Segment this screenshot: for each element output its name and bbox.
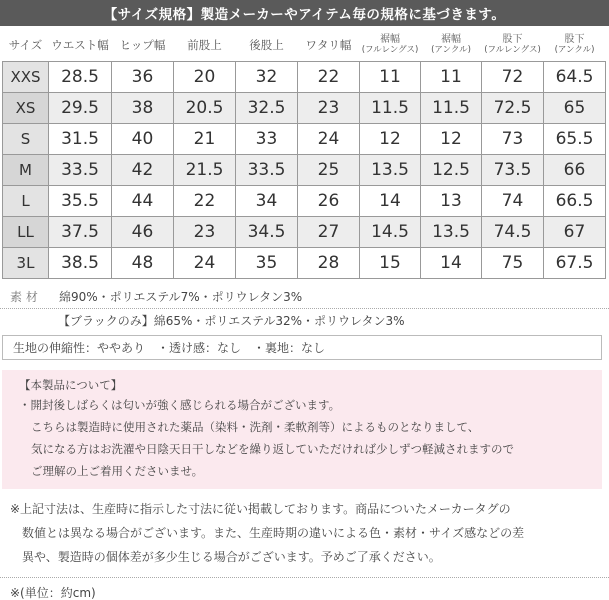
measurement-cell: 11.5 (360, 92, 421, 123)
product-notice (2, 370, 602, 489)
measurement-cell: 28.5 (49, 61, 112, 92)
measurement-cell: 48 (112, 247, 174, 278)
disclaimer-line: ※上記寸法は、生産時に指示した寸法に従い掲載しております。商品についたメーカータグの (10, 502, 511, 516)
measurement-cell: 44 (112, 185, 174, 216)
measurement-cell: 14 (421, 247, 482, 278)
measurement-cell: 22 (298, 61, 360, 92)
measurement-cell: 31.5 (49, 123, 112, 154)
measurement-cell: 67 (544, 216, 606, 247)
material-black-row (0, 309, 609, 331)
material-label: 素 材 (10, 289, 38, 304)
col-header-size: サイズ (8, 37, 43, 52)
fabric-properties-text: 生地の伸縮性：ややあり ・透け感：なし ・裏地：なし (13, 341, 326, 355)
measurement-cell: 12.5 (421, 154, 482, 185)
measurement-cell: 20.5 (174, 92, 236, 123)
measurement-cell: 65 (544, 92, 606, 123)
measurement-cell: 22 (174, 185, 236, 216)
measurement-cell: 11.5 (421, 92, 482, 123)
col-header-hem-ankle: 裾幅 (アンクル) (431, 33, 471, 55)
measurement-cell: 74.5 (482, 216, 544, 247)
measurement-cell: 42 (112, 154, 174, 185)
measurement-cell: 72 (482, 61, 544, 92)
measurement-cell: 28 (298, 247, 360, 278)
measurement-cell: 27 (298, 216, 360, 247)
measurement-cell: 32 (236, 61, 298, 92)
measurement-cell: 13.5 (360, 154, 421, 185)
measurement-cell: 73.5 (482, 154, 544, 185)
measurement-cell: 26 (298, 185, 360, 216)
disclaimer-line: 数値とは異なる場合がございます。また、生産時期の違いによる色・素材・サイズ感などの差 (22, 526, 525, 540)
table-header-row (3, 29, 606, 61)
measurement-cell: 32.5 (236, 92, 298, 123)
notice-line: 気になる方はお洗濯や日陰天日干しなどを繰り返していただければ少しずつ軽減されますので (31, 442, 514, 456)
measurement-cell: 33.5 (236, 154, 298, 185)
size-table (2, 29, 606, 279)
measurement-cell: 20 (174, 61, 236, 92)
fabric-properties (2, 335, 602, 360)
size-label-cell: M (3, 154, 49, 185)
measurement-cell: 12 (421, 123, 482, 154)
notice-line: ・開封後しばらくは匂いが強く感じられる場合がございます。 (19, 398, 341, 412)
measurement-cell: 13 (421, 185, 482, 216)
size-label-cell: XXS (3, 61, 49, 92)
measurement-disclaimer (10, 497, 605, 569)
measurement-cell: 65.5 (544, 123, 606, 154)
measurement-cell: 46 (112, 216, 174, 247)
measurement-cell: 33.5 (49, 154, 112, 185)
measurement-cell: 35 (236, 247, 298, 278)
table-row (3, 185, 606, 216)
size-label-cell: L (3, 185, 49, 216)
measurement-cell: 23 (174, 216, 236, 247)
size-label-cell: LL (3, 216, 49, 247)
size-label-cell: XS (3, 92, 49, 123)
col-header-inseam-full: 股下 (フルレングス) (484, 33, 541, 55)
size-label-cell: 3L (3, 247, 49, 278)
measurement-cell: 67.5 (544, 247, 606, 278)
table-row (3, 92, 606, 123)
measurement-cell: 21 (174, 123, 236, 154)
table-body (3, 61, 606, 278)
col-header-hem-full: 裾幅 (フルレングス) (361, 33, 419, 55)
measurement-cell: 34 (236, 185, 298, 216)
measurement-cell: 72.5 (482, 92, 544, 123)
measurement-cell: 11 (360, 61, 421, 92)
measurement-cell: 40 (112, 123, 174, 154)
measurement-cell: 12 (360, 123, 421, 154)
measurement-cell: 33 (236, 123, 298, 154)
col-header-thigh: ワタリ幅 (305, 37, 352, 52)
material-row (0, 285, 609, 307)
size-label-cell: S (3, 123, 49, 154)
disclaimer-line: 異や、製造時の個体差が多少生じる場合がございます。予めご了承ください。 (22, 550, 441, 564)
measurement-cell: 66 (544, 154, 606, 185)
measurement-cell: 35.5 (49, 185, 112, 216)
measurement-cell: 34.5 (236, 216, 298, 247)
measurement-cell: 37.5 (49, 216, 112, 247)
col-header-inseam-ankle: 股下 (アンクル) (554, 33, 595, 55)
measurement-cell: 36 (112, 61, 174, 92)
col-header-hip: ヒップ幅 (119, 37, 166, 52)
table-row (3, 216, 606, 247)
measurement-cell: 24 (174, 247, 236, 278)
table-row (3, 247, 606, 278)
table-row (3, 154, 606, 185)
measurement-cell: 38 (112, 92, 174, 123)
measurement-cell: 25 (298, 154, 360, 185)
material-value: 綿90%・ポリエステル7%・ポリウレタン3% (59, 289, 303, 304)
measurement-cell: 13.5 (421, 216, 482, 247)
dotted-divider (0, 577, 609, 578)
notice-title: 【本製品について】 (19, 378, 123, 392)
measurement-cell: 29.5 (49, 92, 112, 123)
measurement-cell: 66.5 (544, 185, 606, 216)
notice-line: ご理解の上ご着用くださいませ。 (31, 464, 204, 478)
size-spec-header: 【サイズ規格】製造メーカーやアイテム毎の規格に基づきます。 (0, 0, 609, 26)
measurement-cell: 24 (298, 123, 360, 154)
measurement-cell: 21.5 (174, 154, 236, 185)
measurement-cell: 75 (482, 247, 544, 278)
col-header-front-rise: 前股上 (187, 37, 222, 52)
measurement-cell: 15 (360, 247, 421, 278)
measurement-cell: 38.5 (49, 247, 112, 278)
measurement-cell: 11 (421, 61, 482, 92)
unit-note: ※(単位：約cm) (10, 586, 96, 600)
col-header-back-rise: 後股上 (249, 37, 284, 52)
measurement-cell: 23 (298, 92, 360, 123)
col-header-waist: ウエスト幅 (51, 37, 109, 52)
measurement-cell: 14 (360, 185, 421, 216)
table-row (3, 61, 606, 92)
measurement-cell: 73 (482, 123, 544, 154)
table-row (3, 123, 606, 154)
measurement-cell: 74 (482, 185, 544, 216)
notice-line: こちらは製造時に使用された薬品（染料・洗剤・柔軟剤等）によるものとなりまして、 (31, 420, 480, 434)
measurement-cell: 14.5 (360, 216, 421, 247)
material-black-value: 【ブラックのみ】綿65%・ポリエステル32%・ポリウレタン3% (58, 313, 405, 328)
measurement-cell: 64.5 (544, 61, 606, 92)
